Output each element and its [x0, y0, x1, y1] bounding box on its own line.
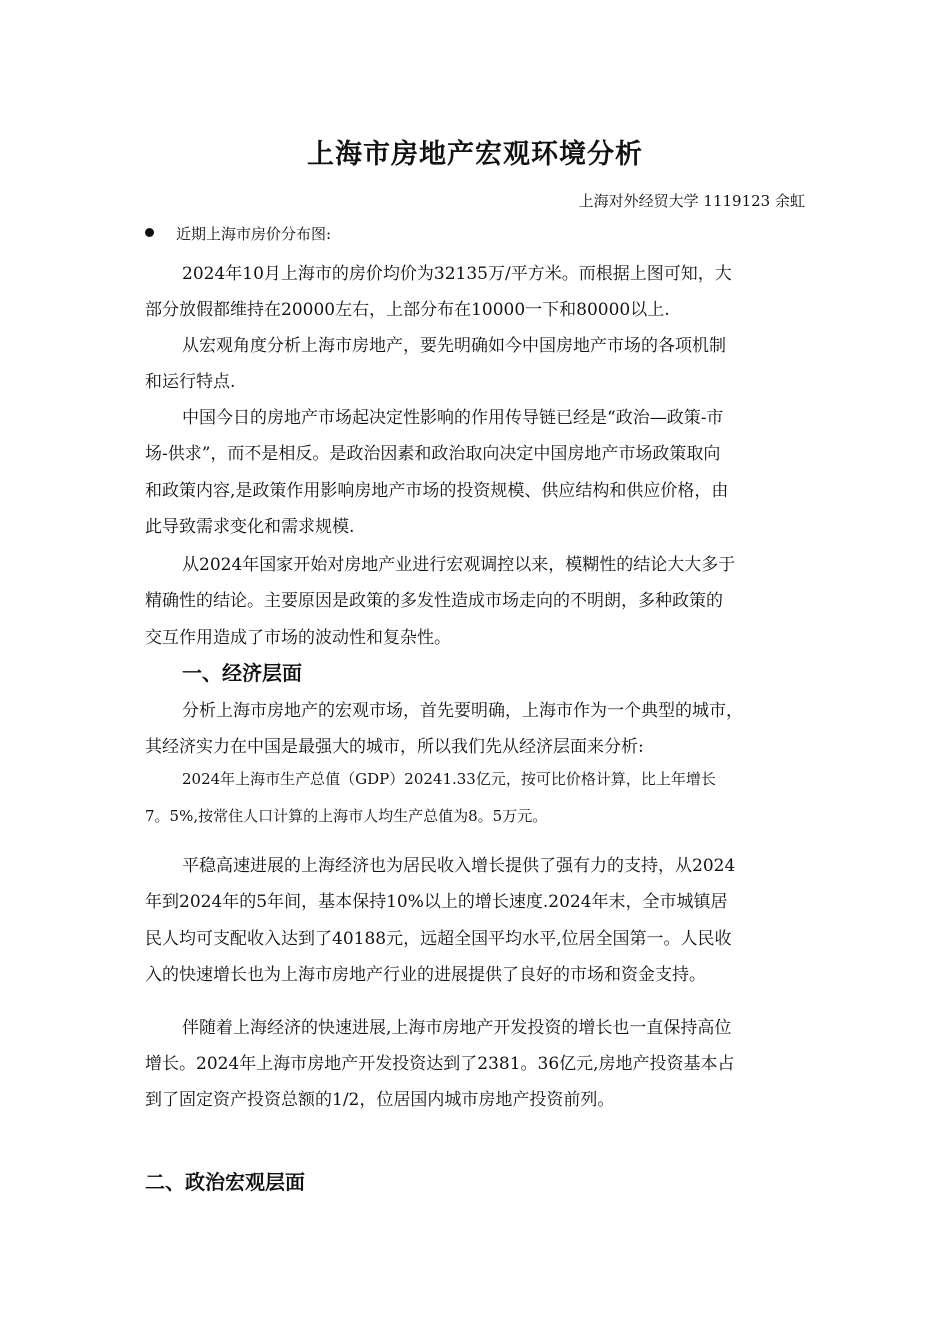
bullet-dot-icon — [145, 228, 154, 237]
paragraph-line: 2024年上海市生产总值（GDP）20241.33亿元，按可比价格计算，比上年增长 — [182, 770, 716, 788]
document-title: 上海市房地产宏观环境分析 — [307, 139, 643, 170]
author-line: 上海对外经贸大学 1119123 余虹 — [578, 192, 805, 210]
paragraph-line: 分析上海市房地产的宏观市场，首先要明确，上海市作为一个典型的城市， — [182, 701, 743, 721]
paragraph-line: 从宏观角度分析上海市房地产，要先明确如今中国房地产市场的各项机制 — [182, 336, 726, 356]
bullet-text: 近期上海市房价分布图: — [176, 225, 332, 243]
bullet-item — [145, 223, 331, 244]
paragraph-line: 民人均可支配收入达到了40188元，远超全国平均水平,位居全国第一。人民收 — [145, 929, 732, 949]
paragraph-line: 部分放假都维持在20000左右，上部分布在10000一下和80000以上. — [145, 300, 670, 320]
paragraph-line: 增长。2024年上海市房地产开发投资达到了2381。36亿元,房地产投资基本占 — [145, 1054, 735, 1074]
paragraph-line: 7。5%,按常住人口计算的上海市人均生产总值为8。5万元。 — [145, 807, 548, 825]
paragraph-line: 到了固定资产投资总额的1/2，位居国内城市房地产投资前列。 — [145, 1090, 615, 1110]
paragraph-line: 场-供求”，而不是相反。是政治因素和政治取向决定中国房地产市场政策取向 — [145, 444, 721, 464]
section-heading: 一、经济层面 — [182, 661, 302, 685]
paragraph-line: 和运行特点. — [145, 372, 236, 392]
paragraph-line: 中国今日的房地产市场起决定性影响的作用传导链已经是“政治—政策-市 — [182, 408, 724, 428]
paragraph-line: 平稳高速进展的上海经济也为居民收入增长提供了强有力的支持，从2024 — [182, 856, 736, 876]
section-heading: 二、政治宏观层面 — [145, 1170, 305, 1194]
paragraph-line: 交互作用造成了市场的波动性和复杂性。 — [145, 628, 451, 648]
paragraph-line: 伴随着上海经济的快速进展,上海市房地产开发投资的增长也一直保持高位 — [182, 1018, 732, 1038]
paragraph-line: 其经济实力在中国是最强大的城市，所以我们先从经济层面来分析: — [145, 737, 644, 757]
paragraph-line: 2024年10月上海市的房价均价为32135万/平方米。而根据上图可知，大 — [182, 264, 732, 284]
paragraph-line: 入的快速增长也为上海市房地产行业的进展提供了良好的市场和资金支持。 — [145, 965, 706, 985]
paragraph-line: 和政策内容,是政策作用影响房地产市场的投资规模、供应结构和供应价格，由 — [145, 481, 729, 501]
paragraph-line: 年到2024年的5年间，基本保持10%以上的增长速度.2024年末，全市城镇居 — [145, 892, 728, 912]
paragraph-line: 精确性的结论。主要原因是政策的多发性造成市场走向的不明朗，多种政策的 — [145, 591, 723, 611]
paragraph-line: 此导致需求变化和需求规模. — [145, 517, 355, 537]
paragraph-line: 从2024年国家开始对房地产业进行宏观调控以来，模糊性的结论大大多于 — [182, 555, 736, 575]
